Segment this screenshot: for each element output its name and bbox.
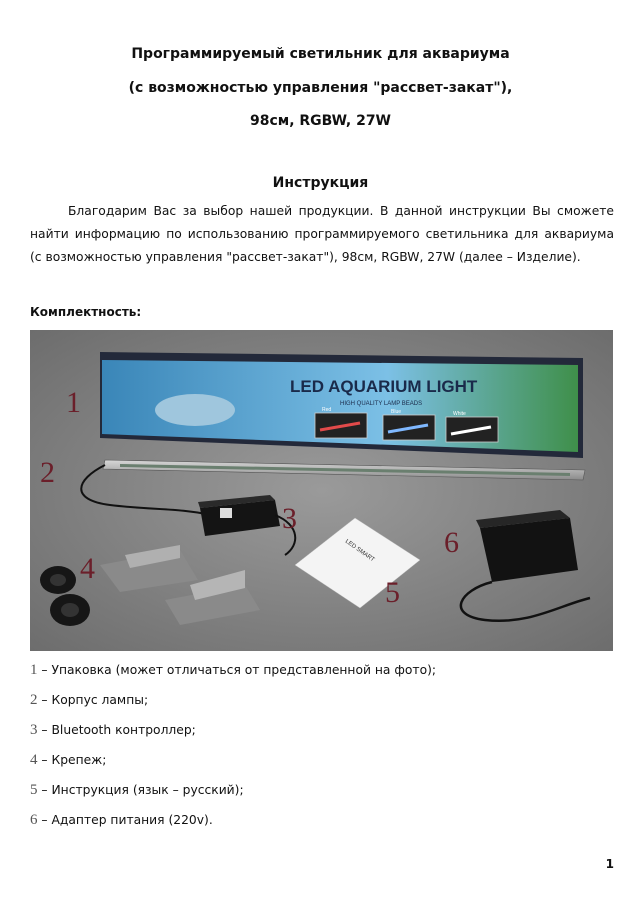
product-photo — [30, 330, 613, 651]
list-item — [30, 692, 436, 722]
item-text: – Адаптер питания (220v). — [41, 813, 213, 827]
intro-paragraph — [30, 200, 614, 269]
section-title: Инструкция — [272, 175, 369, 191]
swatch-white-label: White — [453, 411, 466, 417]
list-item — [30, 662, 436, 692]
item-number: 3 — [30, 722, 38, 738]
marker-6: 6 — [444, 526, 459, 559]
item-number: 1 — [30, 662, 38, 678]
item-text: – Bluetooth контроллер; — [41, 723, 196, 737]
marker-4: 4 — [80, 552, 95, 585]
marker-3: 3 — [282, 502, 297, 535]
document-title-line-2: (с возможностью управления "рассвет-закат"), — [128, 80, 513, 96]
list-item — [30, 722, 436, 752]
item-text: – Крепеж; — [41, 753, 107, 767]
item-text: – Корпус лампы; — [41, 693, 149, 707]
swatch-blue-label: Blue — [391, 409, 402, 415]
marker-1: 1 — [66, 386, 81, 419]
list-item — [30, 752, 436, 782]
kit-heading: Комплектность: — [30, 305, 142, 319]
box-subtitle: HIGH QUALITY LAMP BEADS — [340, 401, 423, 407]
intro-text: Благодарим Вас за выбор нашей продукции. В данной инструкции Вы сможете найти информацию по использованию программируемого светильника для аквариума (с возможностью управления "рассвет-закат"), 98см, RGBW, 27W (далее – Изделие). — [30, 204, 614, 264]
marker-2: 2 — [40, 456, 55, 489]
marker-5: 5 — [385, 576, 400, 609]
item-number: 2 — [30, 692, 38, 708]
manual-text: LED SMART — [343, 538, 376, 564]
box-title: LED AQUARIUM LIGHT — [290, 377, 478, 396]
document-title-line-3: 98см, RGBW, 27W — [249, 113, 391, 129]
document-title-line-1: Программируемый светильник для аквариума — [131, 46, 510, 62]
kit-list — [30, 662, 436, 842]
page-number: 1 — [605, 857, 614, 871]
item-number: 6 — [30, 812, 38, 828]
swatch-red-label: Red — [322, 407, 332, 413]
item-number: 5 — [30, 782, 38, 798]
list-item — [30, 782, 436, 812]
item-text: – Упаковка (может отличаться от представленной на фото); — [41, 663, 437, 677]
list-item — [30, 812, 436, 842]
item-number: 4 — [30, 752, 38, 768]
item-text: – Инструкция (язык – русский); — [41, 783, 244, 797]
